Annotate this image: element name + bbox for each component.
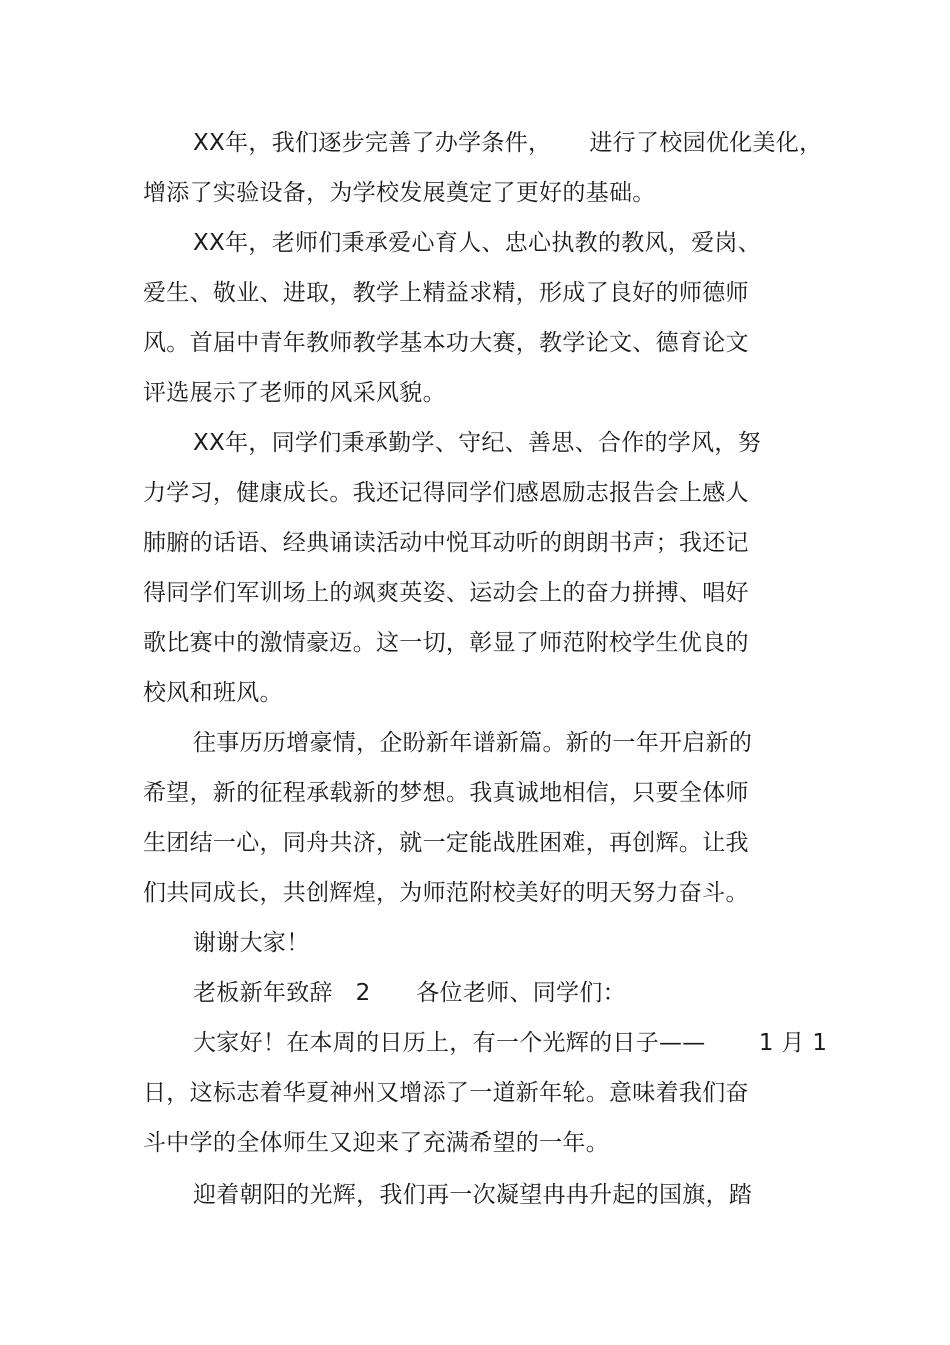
text-line: 迎着朝阳的光辉，我们再一次凝望冉冉升起的国旗，踏 [193, 1182, 753, 1208]
text-line: 往事历历增豪情，企盼新年谱新篇。新的一年开启新的 [193, 730, 753, 756]
text-line: 力学习，健康成长。我还记得同学们感恩励志报告会上感人 [143, 480, 749, 506]
text-line: 们共同成长，共创辉煌，为师范附校美好的明天努力奋斗。 [143, 880, 749, 906]
text-line: 大家好！在本周的日历上，有一个光辉的日子—— 1 月 1 [193, 1030, 828, 1056]
section-heading: 老板新年致辞 2 各位老师、同学们： [193, 980, 626, 1006]
text-line: 日，这标志着华夏神州又增添了一道新年轮。意味着我们奋 [143, 1080, 749, 1106]
text-line: 校风和班风。 [143, 680, 283, 706]
text-line: 谢谢大家！ [193, 930, 310, 956]
text-line: XX年，老师们秉承爱心育人、忠心执教的教风，爱岗、 [193, 230, 762, 256]
text-line: 爱生、敬业、进取，教学上精益求精，形成了良好的师德师 [143, 280, 749, 306]
text-line: 斗中学的全体师生又迎来了充满希望的一年。 [143, 1130, 609, 1156]
text-line: 肺腑的话语、经典诵读活动中悦耳动听的朗朗书声；我还记 [143, 530, 749, 556]
text-line: 风。首届中青年教师教学基本功大赛，教学论文、德育论文 [143, 330, 749, 356]
text-line: 得同学们军训场上的飒爽英姿、运动会上的奋力拼搏、唱好 [143, 580, 749, 606]
text-line: 歌比赛中的激情豪迈。这一切，彰显了师范附校学生优良的 [143, 630, 749, 656]
text-line: XX年，同学们秉承勤学、守纪、善思、合作的学风，努 [193, 430, 762, 456]
text-line: 评选展示了老师的风采风貌。 [143, 380, 446, 406]
text-line: 增添了实验设备，为学校发展奠定了更好的基础。 [143, 180, 656, 206]
text-line: XX年，我们逐步完善了办学条件， 进行了校园优化美化， [193, 130, 823, 156]
text-line: 希望，新的征程承载新的梦想。我真诚地相信，只要全体师 [143, 780, 749, 806]
text-line: 生团结一心，同舟共济，就一定能战胜困难，再创辉。让我 [143, 830, 749, 856]
